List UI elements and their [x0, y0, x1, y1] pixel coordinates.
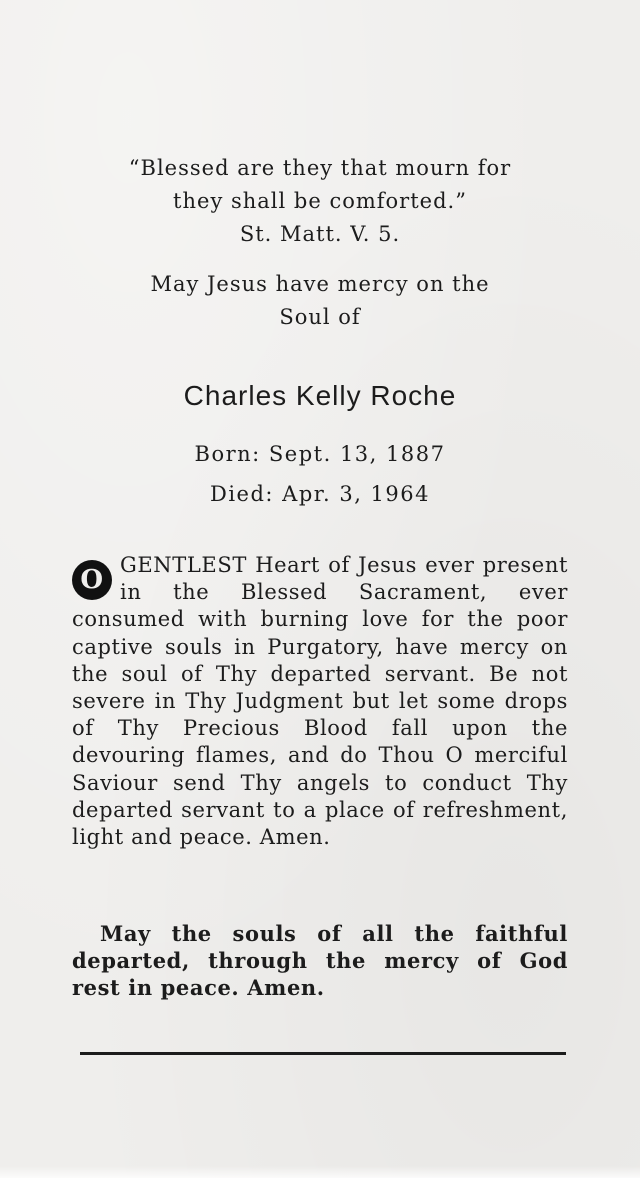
life-dates	[0, 434, 640, 514]
born-date: Born: Sept. 13, 1887	[194, 442, 446, 466]
scripture-quote	[0, 152, 640, 251]
card-edge	[0, 1166, 640, 1178]
closing-prayer: May the souls of all the faithful departed, through the mercy of God rest in peace. Amen.	[72, 921, 568, 1001]
scripture-line-1: “Blessed are they that mourn for	[128, 156, 512, 180]
mercy-invocation	[0, 268, 640, 334]
died-date: Died: Apr. 3, 1964	[209, 482, 431, 506]
bottom-rule	[80, 1052, 566, 1055]
scripture-citation: St. Matt. V. 5.	[239, 222, 401, 246]
prayer-paragraph	[72, 552, 568, 851]
prayer-text: GENTLEST Heart of Jesus ever present in the Blessed Sacrament, ever consumed with burning love for the poor captive souls in Purgatory, have mercy on the soul of Thy departed servant. Be not severe in Thy Judgment but let some drops of Thy Precious Blood fall upon the devouring flames, and do Thou O merciful Saviour send Thy angels to conduct Thy departed servant to a place of refreshment, light and peace. Amen.	[72, 553, 568, 850]
invocation-line-1: May Jesus have mercy on the	[150, 272, 490, 296]
scripture-line-2: they shall be comforted.”	[173, 189, 467, 213]
ornamental-initial: O	[72, 560, 112, 600]
deceased-name: Charles Kelly Roche	[183, 380, 457, 411]
invocation-line-2: Soul of	[279, 305, 361, 329]
